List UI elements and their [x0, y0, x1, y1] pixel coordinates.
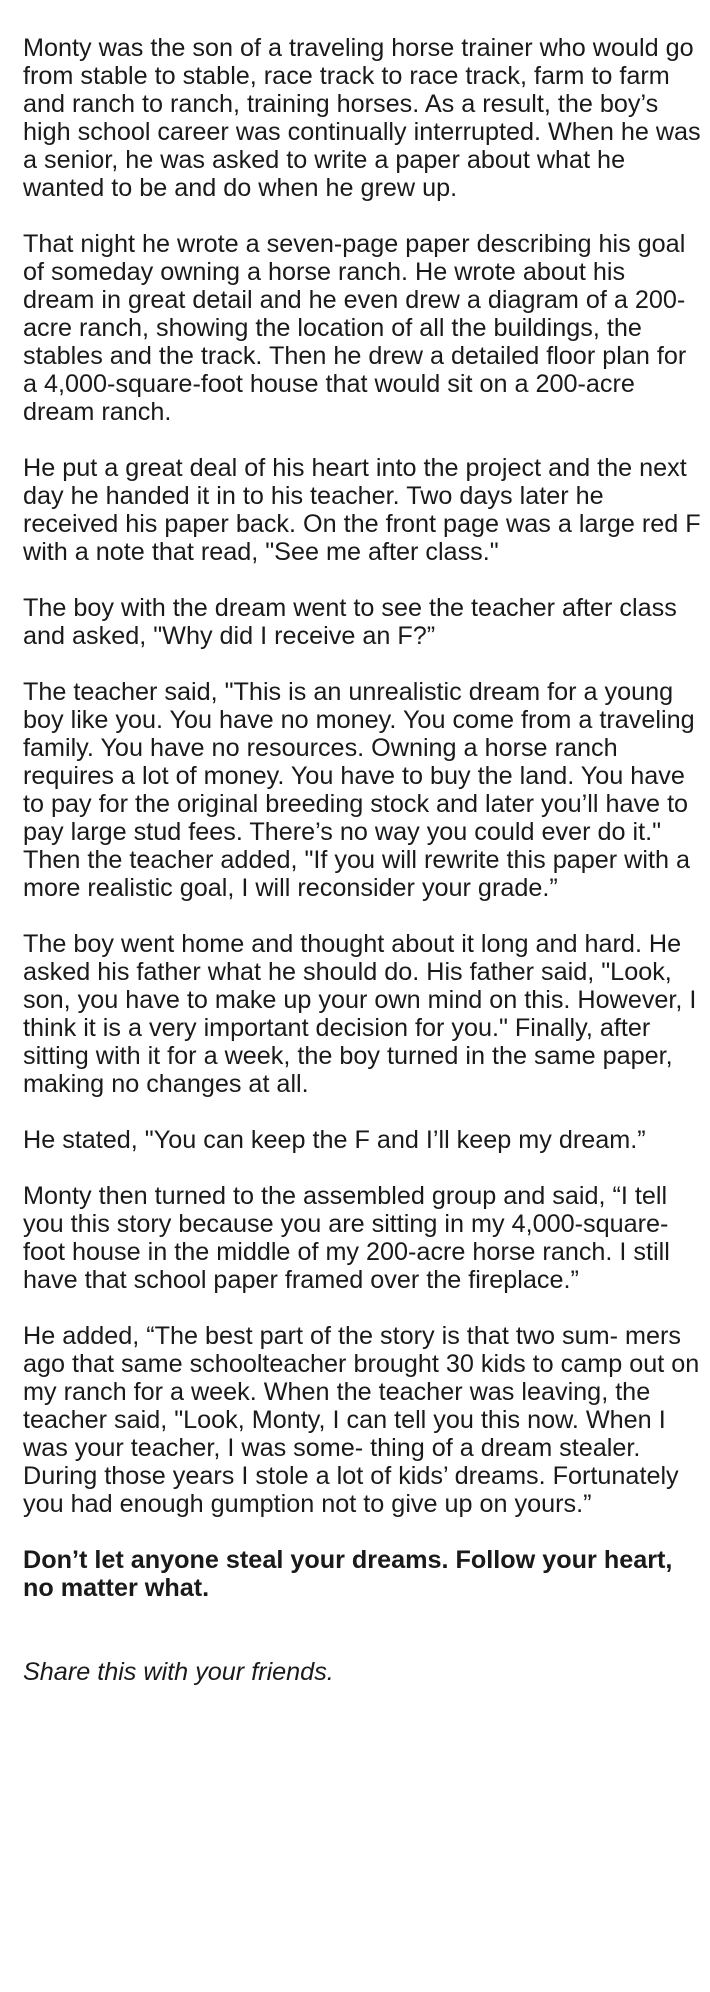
story-paragraph: That night he wrote a seven-page paper describing his goal of someday owning a horse ranch. He wrote about his dream in great detail and he even drew a diagram of a 200-acre ranch, showing the location of all the buildings, the stables and the track. Then he drew a detailed floor plan for a 4,000-square-foot house that would sit on a 200-acre dream ranch. [23, 230, 687, 426]
story-paragraph: The boy with the dream went to see the teacher after class and asked, "Why did I receive an F?” [23, 594, 677, 650]
story-paragraph: Monty then turned to the assembled group and said, “I tell you this story because you are sitting in my 4,000-square-foot house in the middle of my 200-acre horse ranch. I still have that school paper framed over the fireplace.” [23, 1182, 670, 1294]
share-prompt: Share this with your friends. [23, 1658, 334, 1686]
moral-statement: Don’t let anyone steal your dreams. Follow your heart, no matter what. [23, 1546, 673, 1602]
story-paragraph: He added, “The best part of the story is that two sum- mers ago that same schoolteacher brought 30 kids to camp out on my ranch for a week. When the teacher was leaving, the teacher said, "Look, Monty, I can tell you this now. When I was your teacher, I was some- thing of a dream stealer. During those years I stole a lot of kids’ dreams. Fortunately you had enough gumption not to give up on yours.” [23, 1322, 700, 1518]
story-paragraph: The teacher said, "This is an unrealistic dream for a young boy like you. You have no money. You come from a traveling family. You have no resources. Owning a horse ranch requires a lot of money. You have to buy the land. You have to pay for the original breeding stock and later you’ll have to pay large stud fees. There’s no way you could ever do it." Then the teacher added, "If you will rewrite this paper with a more realistic goal, I will reconsider your grade.” [23, 678, 695, 902]
story-paragraph: The boy went home and thought about it long and hard. He asked his father what he should do. His father said, "Look, son, you have to make up your own mind on this. However, I think it is a very important decision for you." Finally, after sitting with it for a week, the boy turned in the same paper, making no changes at all. [23, 930, 697, 1098]
story-paragraph: He put a great deal of his heart into the project and the next day he handed it in to his teacher. Two days later he received his paper back. On the front page was a large red F with a note that read, "See me after class." [23, 454, 701, 566]
story-document [23, 34, 703, 1714]
story-paragraph: Monty was the son of a traveling horse trainer who would go from stable to stable, race track to race track, farm to farm and ranch to ranch, training horses. As a result, the boy’s high school career was continually interrupted. When he was a senior, he was asked to write a paper about what he wanted to be and do when he grew up. [23, 34, 701, 202]
story-paragraph: He stated, "You can keep the F and I’ll keep my dream.” [23, 1126, 646, 1154]
